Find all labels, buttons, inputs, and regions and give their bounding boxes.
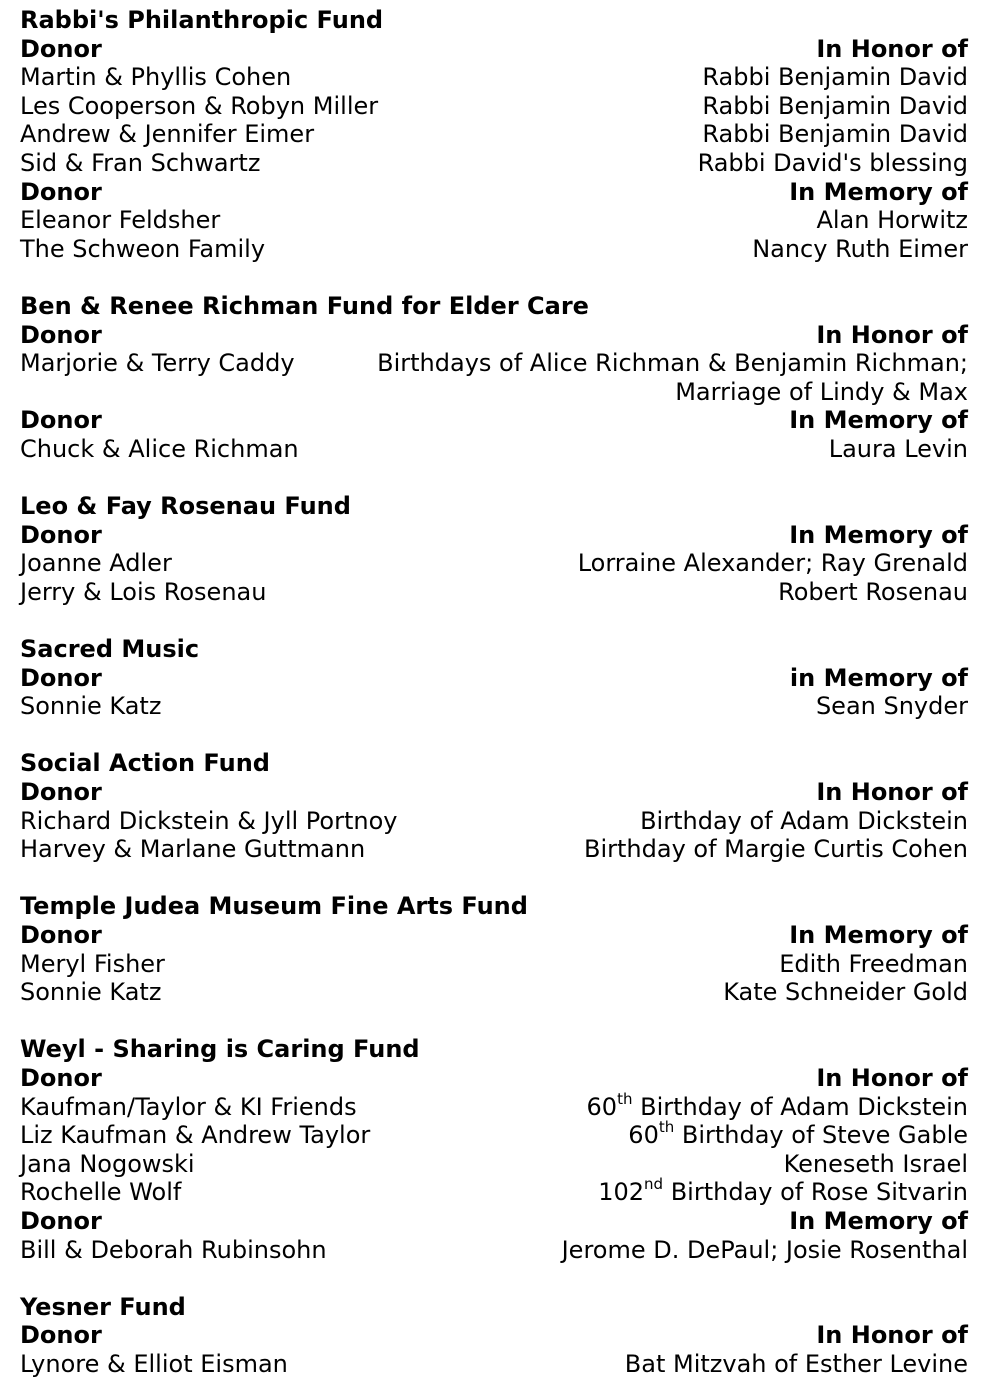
tribute-type-label: In Memory of bbox=[789, 177, 968, 206]
honoree-name bbox=[598, 1175, 968, 1207]
donor-row bbox=[20, 1175, 968, 1207]
fund-section bbox=[20, 1035, 968, 1264]
tribute-type-label: In Honor of bbox=[816, 34, 968, 63]
column-header-row bbox=[20, 321, 968, 350]
fund-title: Sacred Music bbox=[20, 635, 200, 664]
honoree-name: Rabbi David's blessing bbox=[697, 148, 968, 177]
ordinal-number: 102 bbox=[598, 1178, 645, 1207]
column-header-row bbox=[20, 406, 968, 435]
donor-column-label: Donor bbox=[20, 34, 102, 63]
fund-title: Leo & Fay Rosenau Fund bbox=[20, 492, 351, 521]
column-header-row bbox=[20, 664, 968, 693]
donor-column-label: Donor bbox=[20, 320, 102, 349]
donor-name: Bill & Deborah Rubinsohn bbox=[20, 1235, 327, 1264]
tribute-type-label: in Memory of bbox=[789, 663, 968, 692]
donor-row bbox=[20, 978, 968, 1007]
fund-title: Weyl - Sharing is Caring Fund bbox=[20, 1035, 420, 1064]
donor-name: Joanne Adler bbox=[20, 549, 172, 578]
donor-row bbox=[20, 1118, 968, 1150]
fund-title: Temple Judea Museum Fine Arts Fund bbox=[20, 892, 528, 921]
donor-name: Sonnie Katz bbox=[20, 978, 162, 1007]
donor-name: Jana Nogowski bbox=[20, 1149, 195, 1178]
column-header-row bbox=[20, 1321, 968, 1350]
honoree-text: Birthday of Rose Sitvarin bbox=[663, 1178, 968, 1207]
donor-row bbox=[20, 692, 968, 721]
fund-title: Rabbi's Philanthropic Fund bbox=[20, 6, 384, 34]
donor-name: The Schweon Family bbox=[20, 234, 266, 263]
honoree-name: Alan Horwitz bbox=[816, 206, 968, 235]
donor-name: Lynore & Elliot Eisman bbox=[20, 1349, 288, 1378]
ordinal-number: 60 bbox=[628, 1121, 659, 1150]
donor-row bbox=[20, 549, 968, 578]
donor-row bbox=[20, 1150, 968, 1179]
donor-row bbox=[20, 950, 968, 979]
column-header-row bbox=[20, 1064, 968, 1093]
donor-name: Richard Dickstein & Jyll Portnoy bbox=[20, 806, 398, 835]
fund-section bbox=[20, 6, 968, 263]
donor-name: Liz Kaufman & Andrew Taylor bbox=[20, 1121, 371, 1150]
honoree-text: Birthday of Steve Gable bbox=[674, 1121, 968, 1150]
donor-name: Meryl Fisher bbox=[20, 949, 165, 978]
fund-title: Social Action Fund bbox=[20, 749, 270, 778]
honoree-name: Nancy Ruth Eimer bbox=[752, 234, 968, 263]
donor-row bbox=[20, 349, 968, 406]
tribute-type-label: In Honor of bbox=[816, 320, 968, 349]
honoree-name: Robert Rosenau bbox=[778, 577, 968, 606]
donor-row bbox=[20, 1089, 968, 1122]
donor-column-label: Donor bbox=[20, 406, 102, 435]
column-header-row bbox=[20, 35, 968, 64]
donor-column-label: Donor bbox=[20, 778, 102, 807]
donor-name: Sonnie Katz bbox=[20, 692, 162, 721]
honoree-name bbox=[628, 1118, 968, 1150]
ordinal-suffix: th bbox=[617, 1089, 633, 1108]
donor-name: Rochelle Wolf bbox=[20, 1178, 182, 1207]
donor-name: Les Cooperson & Robyn Miller bbox=[20, 91, 379, 120]
donor-name: Andrew & Jennifer Eimer bbox=[20, 120, 315, 149]
honoree-text: Birthday of Adam Dickstein bbox=[632, 1092, 968, 1121]
tribute-type-label: In Honor of bbox=[816, 778, 968, 807]
donor-column-label: Donor bbox=[20, 1063, 102, 1092]
donor-name: Marjorie & Terry Caddy bbox=[20, 349, 295, 378]
honoree-name bbox=[377, 349, 968, 406]
honoree-name: Sean Snyder bbox=[815, 692, 968, 721]
fund-title: Ben & Renee Richman Fund for Elder Care bbox=[20, 291, 589, 320]
donor-name: Harvey & Marlane Guttmann bbox=[20, 835, 366, 864]
honoree-name: Birthday of Adam Dickstein bbox=[640, 806, 968, 835]
fund-section bbox=[20, 892, 968, 1006]
tribute-type-label: In Honor of bbox=[816, 1321, 968, 1350]
donor-name: Sid & Fran Schwartz bbox=[20, 148, 261, 177]
donor-column-label: Donor bbox=[20, 1321, 102, 1350]
fund-section bbox=[20, 292, 968, 464]
column-header-row bbox=[20, 778, 968, 807]
fund-title: Yesner Fund bbox=[20, 1292, 186, 1321]
honoree-name: Birthday of Margie Curtis Cohen bbox=[584, 835, 968, 864]
tribute-type-label: In Memory of bbox=[789, 1206, 968, 1235]
column-header-row bbox=[20, 521, 968, 550]
honoree-name: Rabbi Benjamin David bbox=[702, 63, 968, 92]
honoree-name: Lorraine Alexander; Ray Grenald bbox=[577, 549, 968, 578]
ordinal-number: 60 bbox=[586, 1092, 618, 1121]
ordinal-suffix: th bbox=[658, 1118, 675, 1137]
fund-section bbox=[20, 635, 968, 721]
column-header-row bbox=[20, 178, 968, 207]
donor-row bbox=[20, 63, 968, 92]
honoree-name: Jerome D. DePaul; Josie Rosenthal bbox=[561, 1235, 968, 1264]
honoree-name: Rabbi Benjamin David bbox=[702, 120, 968, 149]
honoree-name: Rabbi Benjamin David bbox=[702, 91, 968, 120]
donor-row bbox=[20, 835, 968, 864]
column-header-row bbox=[20, 921, 968, 950]
donor-column-label: Donor bbox=[20, 1206, 102, 1235]
donor-row bbox=[20, 206, 968, 235]
tribute-type-label: In Memory of bbox=[789, 520, 968, 549]
honoree-name bbox=[586, 1089, 968, 1122]
donor-row bbox=[20, 92, 968, 121]
fund-section bbox=[20, 1293, 968, 1379]
tribute-type-label: In Memory of bbox=[789, 921, 968, 949]
donor-row bbox=[20, 1236, 968, 1265]
fund-section bbox=[20, 749, 968, 863]
donor-row bbox=[20, 149, 968, 178]
donor-name: Eleanor Feldsher bbox=[20, 206, 221, 235]
honoree-name: Laura Levin bbox=[828, 434, 968, 463]
column-header-row bbox=[20, 1207, 968, 1236]
donor-row bbox=[20, 235, 968, 264]
donor-name: Kaufman/Taylor & KI Friends bbox=[20, 1092, 357, 1121]
donor-row bbox=[20, 435, 968, 464]
honoree-name: Edith Freedman bbox=[779, 949, 968, 978]
donor-column-label: Donor bbox=[20, 921, 102, 949]
tribute-type-label: In Honor of bbox=[816, 1063, 968, 1092]
tribute-type-label: In Memory of bbox=[789, 406, 968, 435]
honoree-line-1: Birthdays of Alice Richman & Benjamin Richman; bbox=[377, 349, 968, 378]
honoree-name: Kate Schneider Gold bbox=[723, 978, 968, 1007]
donor-row bbox=[20, 1350, 968, 1379]
honoree-name: Keneseth Israel bbox=[783, 1149, 968, 1178]
donor-name: Chuck & Alice Richman bbox=[20, 434, 299, 463]
donor-row bbox=[20, 120, 968, 149]
honoree-name: Bat Mitzvah of Esther Levine bbox=[624, 1349, 968, 1378]
donor-column-label: Donor bbox=[20, 663, 102, 692]
donor-column-label: Donor bbox=[20, 177, 102, 206]
donor-column-label: Donor bbox=[20, 520, 102, 549]
donor-name: Jerry & Lois Rosenau bbox=[20, 577, 267, 606]
donor-row bbox=[20, 807, 968, 836]
donor-row bbox=[20, 578, 968, 607]
ordinal-suffix: nd bbox=[644, 1175, 664, 1194]
honoree-line-2: Marriage of Lindy & Max bbox=[675, 377, 968, 406]
fund-section bbox=[20, 492, 968, 606]
donor-name: Martin & Phyllis Cohen bbox=[20, 63, 292, 92]
